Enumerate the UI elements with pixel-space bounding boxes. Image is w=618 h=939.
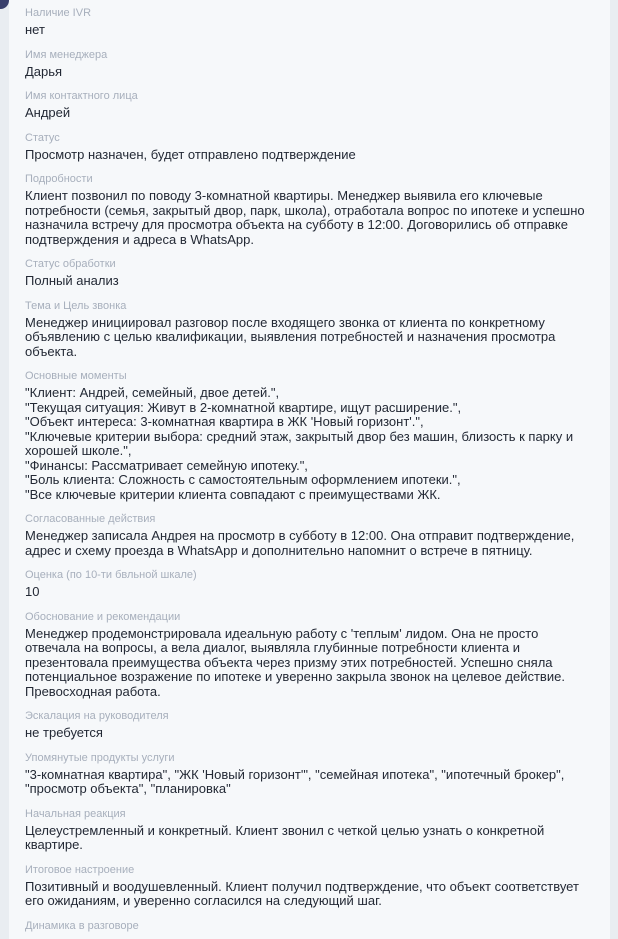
call-analysis-panel[interactable] [9,0,610,939]
field-details [25,174,594,247]
field-mentioned-products [25,753,594,797]
field-score [25,570,594,600]
field-value-status: Просмотр назначен, будет отправлено подтверждение [25,146,356,162]
field-agreed-actions [25,514,594,558]
value-line: "Текущая ситуация: Живут в 2-комнатной квартире, ищут расширение.", [25,399,462,415]
field-value-key-points [25,386,594,502]
field-label-ivr: Наличие IVR [25,7,92,19]
field-value-initial-reaction: Целеустремленный и конкретный. Клиент звонил с четкой целью узнать о конкретной квартире. [25,822,545,852]
field-label-conversation-dynamics: Динамика в разговоре [25,919,139,932]
field-label-manager-name: Имя менеджера [25,48,108,61]
field-label-contact-name: Имя контактного лица [25,90,138,102]
field-label-rationale: Обоснование и рекомендации [25,610,181,623]
field-value-manager-name: Дарья [25,63,63,79]
field-value-mentioned-products: "3-комнатная квартира", "ЖК 'Новый горизонт'", "семейная ипотека", "ипотечный брокер", "просмотр объекта", "планировка" [25,766,565,796]
field-label-final-mood: Итоговое настроение [25,863,135,876]
value-line: "Финансы: Рассматривает семейную ипотеку.", [25,457,308,473]
field-value-score: 10 [25,584,40,599]
field-label-status: Статус [25,131,60,144]
field-conversation-dynamics [25,921,594,932]
field-label-details: Подробности [25,173,93,185]
field-key-points [25,371,594,502]
field-label-topic-and-goal: Тема и Цель звонка [25,299,127,312]
field-value-final-mood: Позитивный и воодушевленный. Клиент получил подтверждение, что объект соответствует его ожиданиям, и уверенно согласился на следующий шаг. [25,878,579,908]
field-label-mentioned-products: Упомянутые продукты услуги [25,751,175,764]
field-value-contact-name: Андрей [25,105,71,120]
field-value-agreed-actions: Менеджер записала Андрея на просмотр в субботу в 12:00. Она отправит подтверждение, адрес и схему проезда в WhatsApp и дополнительно напомнит о встрече в пятницу. [25,528,575,558]
value-line: "Объект интереса: 3-комнатная квартира в ЖК 'Новый горизонт'.", [25,414,424,429]
field-topic-and-goal [25,301,594,360]
value-line: "Боль клиента: Сложность с самостоятельным оформлением ипотеки.", [25,472,461,487]
field-manager-name [25,50,594,80]
field-ivr [25,8,594,38]
value-line: "Все ключевые критерии клиента совпадают с преимуществами ЖК. [25,486,441,502]
field-processing-status [25,259,594,289]
corner-accent-arc [0,0,9,9]
field-label-initial-reaction: Начальная реакция [25,807,126,820]
field-value-rationale: Менеджер продемонстрировала идеальную работу с 'теплым' лидом. Она не просто отвечала на вопросы, а вела диалог, выявляла глубинные потребности клиента и презентовала преимущества объекта через призму этих потребностей. Успешно сняла потенциальное возражение по ипотеке и уверенно закрыла звонок на целевое действие. Превосходная работа. [25,625,565,699]
field-contact-name [25,91,594,121]
field-label-key-points: Основные моменты [25,370,127,382]
field-value-topic-and-goal: Менеджер инициировал разговор после входящего звонка от клиента по конкретному объявлению с целью квалификации, выявления потребностей и назначения просмотра объекта. [25,314,556,359]
field-value-ivr: нет [25,22,45,37]
field-label-processing-status: Статус обработки [25,258,116,270]
field-status [25,133,594,163]
field-label-score: Оценка (по 10-ти бвльной шкале) [25,569,197,581]
field-escalation [25,711,594,741]
field-rationale [25,612,594,700]
field-value-processing-status: Полный анализ [25,273,119,288]
field-final-mood [25,865,594,909]
field-label-agreed-actions: Согласованные действия [25,513,156,525]
value-line: "Клиент: Андрей, семейный, двое детей.", [25,385,280,400]
field-label-escalation: Эскалация на руководителя [25,710,169,722]
field-value-details: Клиент позвонил по поводу 3-комнатной квартиры. Менеджер выявила его ключевые потребности (семья, закрытый двор, парк, школа), отработала вопрос по ипотеке и успешно назначила встречу для просмотра объекта на субботу в 12:00. Договорились об отправке подтверждения и адреса в WhatsApp. [25,188,585,247]
field-value-escalation: не требуется [25,725,103,740]
value-line: "Ключевые критерии выбора: средний этаж, закрытый двор без машин, близость к парку и хорошей школе.", [25,428,574,458]
field-initial-reaction [25,809,594,853]
